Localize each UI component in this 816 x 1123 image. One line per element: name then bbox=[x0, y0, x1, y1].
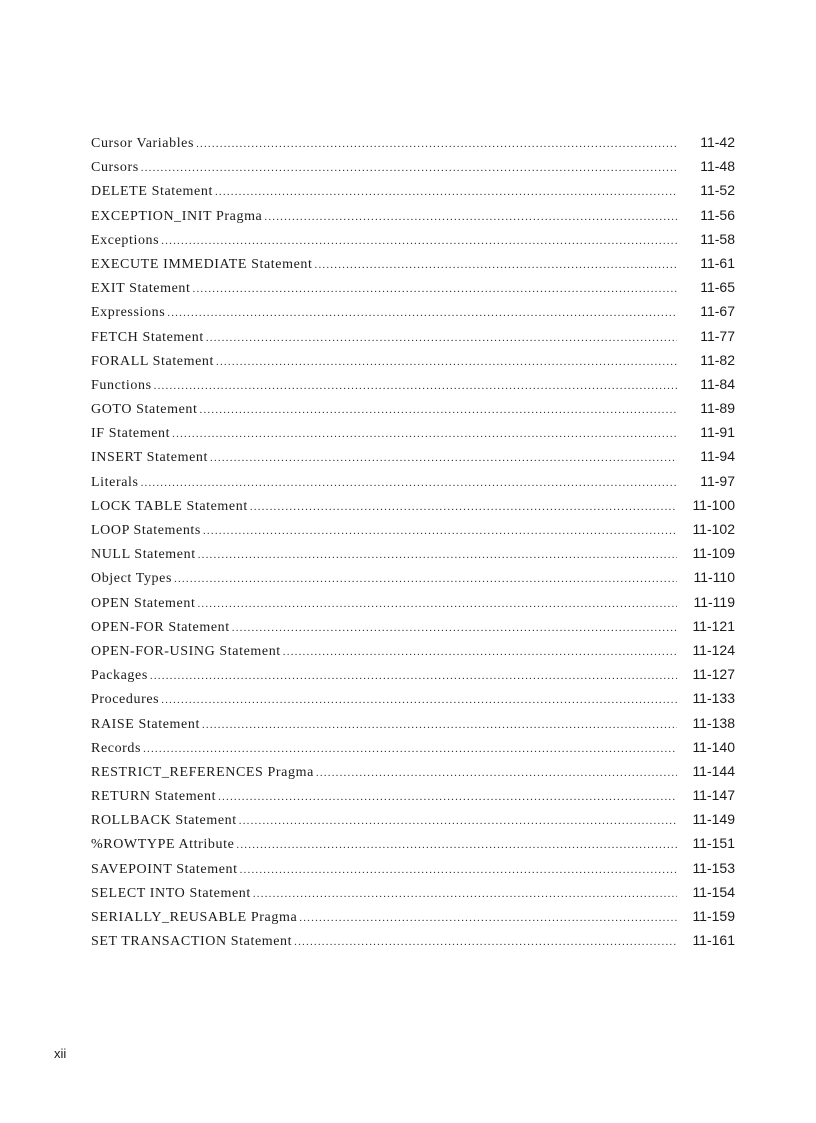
toc-entry-page[interactable]: 11-102 bbox=[692, 521, 735, 537]
toc-entry-title[interactable]: RAISE Statement bbox=[91, 716, 200, 732]
toc-entry-title[interactable]: Cursor Variables bbox=[91, 136, 195, 151]
toc-entry-page[interactable]: 11-94 bbox=[700, 448, 735, 465]
toc-entry-page[interactable]: 11-84 bbox=[700, 375, 735, 392]
toc-entry-title[interactable]: LOCK TABLE Statement bbox=[91, 498, 248, 514]
toc-entry-page[interactable]: 11-138 bbox=[692, 714, 735, 731]
toc-entry-title[interactable]: RETURN Statement bbox=[91, 789, 217, 805]
dot-leader bbox=[143, 737, 677, 761]
dot-leader bbox=[216, 350, 677, 374]
toc-entry[interactable] bbox=[91, 420, 735, 444]
toc-entry[interactable] bbox=[91, 541, 735, 565]
toc-entry-title[interactable]: EXCEPTION_INIT Pragma bbox=[91, 208, 263, 224]
toc-entry[interactable] bbox=[91, 396, 735, 420]
dot-leader bbox=[264, 205, 677, 229]
toc-entry[interactable] bbox=[91, 638, 735, 662]
dot-leader bbox=[253, 882, 677, 906]
toc-entry-title[interactable]: EXIT Statement bbox=[91, 281, 191, 297]
toc-entry-page[interactable]: 11-161 bbox=[692, 932, 735, 949]
toc-entry-title[interactable]: LOOP Statements bbox=[91, 523, 201, 538]
toc-entry-page[interactable]: 11-56 bbox=[700, 206, 735, 223]
toc-entry[interactable] bbox=[91, 565, 735, 589]
toc-entry[interactable] bbox=[91, 203, 735, 227]
dot-leader bbox=[299, 906, 677, 930]
toc-entry[interactable] bbox=[91, 807, 735, 831]
toc-entry[interactable] bbox=[91, 493, 735, 517]
toc-entry[interactable] bbox=[91, 590, 735, 614]
toc-entry-title[interactable]: OPEN Statement bbox=[91, 595, 196, 611]
dot-leader bbox=[141, 471, 677, 495]
toc-entry-title[interactable]: Packages bbox=[91, 668, 148, 684]
dot-leader bbox=[203, 519, 677, 543]
page-number: xii bbox=[54, 1046, 67, 1061]
toc-entry-title[interactable]: Functions bbox=[91, 377, 152, 393]
toc-entry-page[interactable]: 11-67 bbox=[700, 303, 735, 320]
toc-entry[interactable] bbox=[91, 251, 735, 275]
dot-leader bbox=[167, 301, 677, 325]
toc-entry-title[interactable]: SERIALLY_REUSABLE Pragma bbox=[91, 910, 298, 925]
toc-entry[interactable] bbox=[91, 759, 735, 783]
toc-entry[interactable] bbox=[91, 130, 735, 154]
toc-entry[interactable] bbox=[91, 469, 735, 493]
dot-leader bbox=[218, 785, 677, 809]
toc-entry-title[interactable]: OPEN-FOR Statement bbox=[91, 619, 230, 635]
dot-leader bbox=[161, 688, 677, 712]
toc-entry-title[interactable]: NULL Statement bbox=[91, 547, 196, 563]
toc-entry[interactable] bbox=[91, 686, 735, 710]
toc-entry-page[interactable]: 11-154 bbox=[692, 883, 735, 900]
toc-entry-title[interactable]: Exceptions bbox=[91, 232, 160, 248]
toc-entry-title[interactable]: Cursors bbox=[91, 160, 139, 176]
dot-leader bbox=[197, 592, 677, 616]
toc-entry-title[interactable]: ROLLBACK Statement bbox=[91, 813, 237, 829]
toc-entry[interactable] bbox=[91, 880, 735, 904]
toc-entry-title[interactable]: DELETE Statement bbox=[91, 184, 213, 200]
toc-entry-page[interactable]: 11-65 bbox=[700, 279, 735, 296]
dot-leader bbox=[215, 180, 677, 204]
toc-entry[interactable] bbox=[91, 904, 735, 928]
toc-entry[interactable] bbox=[91, 735, 735, 759]
dot-leader bbox=[150, 664, 677, 688]
dot-leader bbox=[239, 809, 677, 833]
dot-leader bbox=[154, 374, 677, 398]
toc-entry[interactable] bbox=[91, 711, 735, 735]
toc-entry[interactable] bbox=[91, 227, 735, 251]
toc-entry[interactable] bbox=[91, 831, 735, 855]
dot-leader bbox=[196, 132, 677, 156]
toc-entry-page[interactable]: 11-89 bbox=[700, 400, 735, 417]
toc-entry-page[interactable]: 11-133 bbox=[692, 690, 735, 707]
toc-entry-title[interactable]: Procedures bbox=[91, 692, 160, 708]
toc-entry-page[interactable]: 11-127 bbox=[692, 666, 735, 683]
toc-entry-page[interactable]: 11-42 bbox=[700, 134, 735, 150]
dot-leader bbox=[141, 156, 677, 180]
toc-entry-title[interactable]: SET TRANSACTION Statement bbox=[91, 934, 293, 950]
toc-entry-title[interactable]: Records bbox=[91, 740, 142, 756]
toc-entry-page[interactable]: 11-97 bbox=[700, 472, 735, 489]
toc-entry-page[interactable]: 11-48 bbox=[700, 158, 735, 175]
toc-entry[interactable] bbox=[91, 517, 735, 541]
dot-leader bbox=[161, 229, 677, 253]
toc-entry-title[interactable]: INSERT Statement bbox=[91, 450, 208, 466]
toc-entry[interactable] bbox=[91, 154, 735, 178]
toc-entry-title[interactable]: Literals bbox=[91, 474, 139, 490]
toc-entry[interactable] bbox=[91, 783, 735, 807]
toc-entry-title[interactable]: FETCH Statement bbox=[91, 329, 204, 345]
toc-entry[interactable] bbox=[91, 178, 735, 202]
toc-entry[interactable] bbox=[91, 662, 735, 686]
dot-leader bbox=[316, 761, 677, 785]
dot-leader bbox=[174, 567, 677, 591]
toc-entry-title[interactable]: OPEN-FOR-USING Statement bbox=[91, 643, 281, 659]
toc-entry-title[interactable]: SELECT INTO Statement bbox=[91, 885, 251, 901]
toc-entry[interactable] bbox=[91, 928, 735, 952]
dot-leader bbox=[294, 930, 677, 954]
toc-entry-page[interactable]: 11-151 bbox=[692, 835, 735, 852]
dot-leader bbox=[210, 446, 677, 470]
toc-entry-title[interactable]: Object Types bbox=[91, 571, 173, 587]
toc-entry-page[interactable]: 11-147 bbox=[692, 787, 735, 804]
toc-entry-page[interactable]: 11-121 bbox=[692, 617, 735, 634]
toc-entry-page[interactable]: 11-82 bbox=[700, 351, 735, 368]
toc-entry[interactable] bbox=[91, 856, 735, 880]
toc-entry-title[interactable]: Expressions bbox=[91, 305, 166, 321]
dot-leader bbox=[172, 422, 677, 446]
toc-entry-page[interactable]: 11-110 bbox=[693, 569, 735, 586]
toc-entry[interactable] bbox=[91, 614, 735, 638]
dot-leader bbox=[193, 277, 677, 301]
toc-entry[interactable] bbox=[91, 444, 735, 468]
toc-entry-title[interactable]: SAVEPOINT Statement bbox=[91, 861, 238, 877]
toc-entry-title[interactable]: GOTO Statement bbox=[91, 402, 198, 418]
toc-entry-title[interactable]: FORALL Statement bbox=[91, 353, 215, 369]
toc-entry-page[interactable]: 11-61 bbox=[700, 254, 735, 271]
toc-entry-page[interactable]: 11-153 bbox=[692, 859, 735, 876]
toc-entry-page[interactable]: 11-91 bbox=[700, 424, 735, 441]
toc-entry-page[interactable]: 11-109 bbox=[692, 545, 735, 562]
toc-entry-title[interactable]: RESTRICT_REFERENCES Pragma bbox=[91, 764, 314, 780]
dot-leader bbox=[232, 616, 677, 640]
toc-entry[interactable] bbox=[91, 324, 735, 348]
toc-entry[interactable] bbox=[91, 348, 735, 372]
dot-leader bbox=[202, 713, 677, 737]
toc-entry[interactable] bbox=[91, 372, 735, 396]
toc-entry[interactable] bbox=[91, 275, 735, 299]
toc-entry-title[interactable]: IF Statement bbox=[91, 426, 171, 442]
dot-leader bbox=[206, 326, 677, 350]
toc-entry-page[interactable]: 11-140 bbox=[692, 738, 735, 755]
dot-leader bbox=[236, 833, 677, 857]
toc-entry-page[interactable]: 11-58 bbox=[700, 230, 735, 247]
dot-leader bbox=[198, 543, 677, 567]
dot-leader bbox=[240, 858, 677, 882]
dot-leader bbox=[283, 640, 677, 664]
toc-entry-page[interactable]: 11-144 bbox=[692, 762, 735, 779]
toc-entry-page[interactable]: 11-149 bbox=[692, 811, 735, 828]
toc-entry-page[interactable]: 11-77 bbox=[700, 327, 735, 344]
toc-entry-page[interactable]: 11-119 bbox=[693, 593, 735, 610]
toc-entry-title[interactable]: %ROWTYPE Attribute bbox=[91, 837, 235, 853]
dot-leader bbox=[200, 398, 677, 422]
toc-entry-title[interactable]: EXECUTE IMMEDIATE Statement bbox=[91, 256, 313, 272]
toc-entry-page[interactable]: 11-159 bbox=[692, 908, 735, 924]
toc-entry-page[interactable]: 11-124 bbox=[692, 641, 735, 658]
toc-entry-page[interactable]: 11-52 bbox=[700, 182, 735, 199]
dot-leader bbox=[250, 495, 677, 519]
table-of-contents bbox=[91, 130, 735, 952]
toc-entry-page[interactable]: 11-100 bbox=[692, 496, 735, 513]
dot-leader bbox=[315, 253, 678, 277]
toc-entry[interactable] bbox=[91, 299, 735, 323]
